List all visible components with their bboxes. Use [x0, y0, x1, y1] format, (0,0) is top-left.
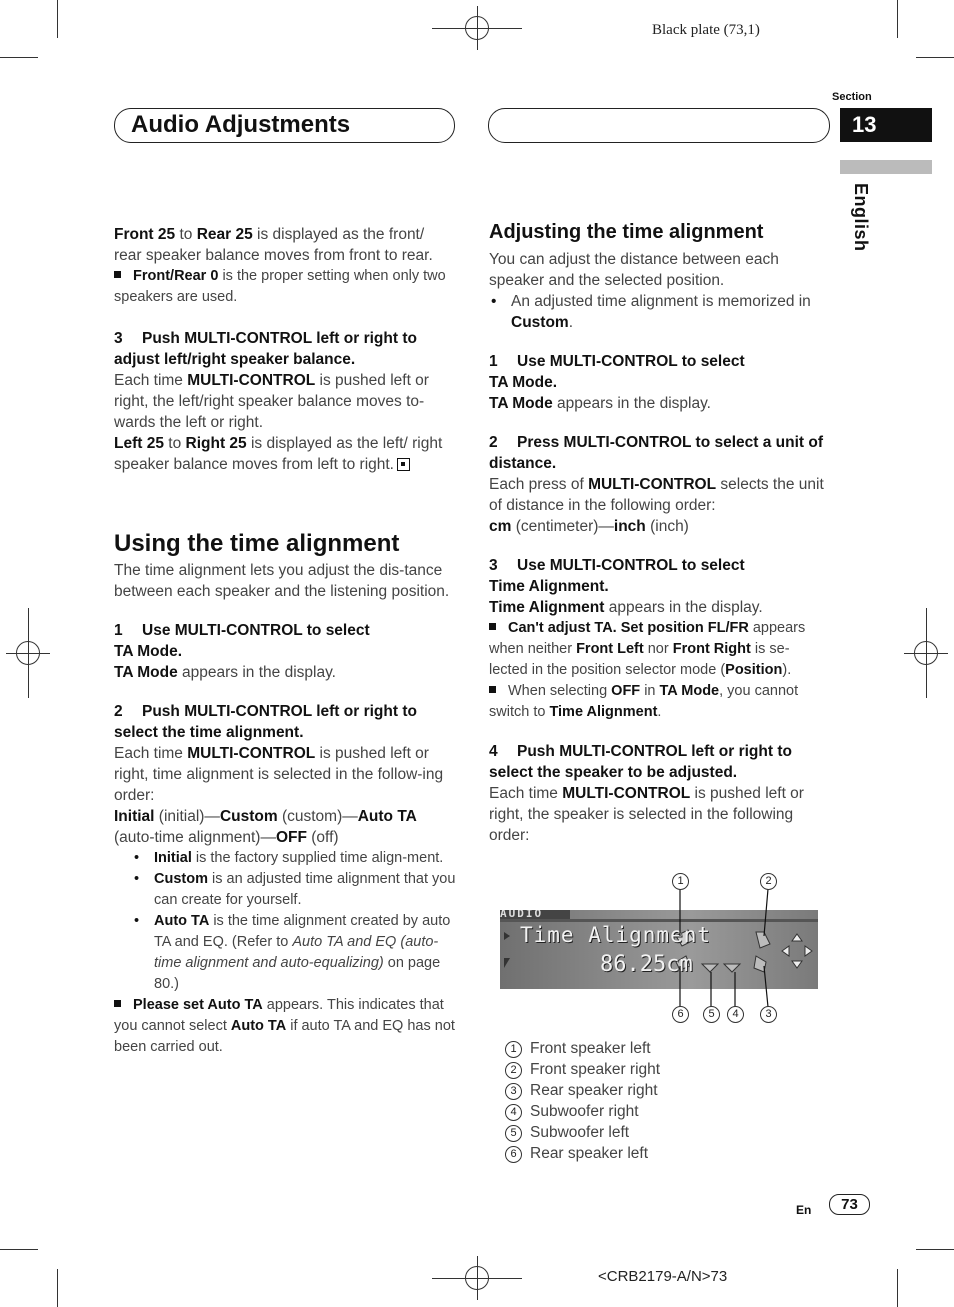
legend-item: 2 Front speaker right [505, 1059, 660, 1080]
header-title: Audio Adjustments [131, 111, 351, 138]
adjusting-intro: You can adjust the distance between each speaker and the selected position. [489, 251, 779, 289]
callout-3: 3 [760, 1006, 777, 1023]
callout-4: 4 [727, 1006, 744, 1023]
legend-item: 3 Rear speaker right [505, 1080, 660, 1101]
right-step-2-text: Each press of MULTI-CONTROL selects the unit of distance in the following order: [489, 476, 824, 514]
section-number: 13 [840, 108, 932, 142]
callout-2: 2 [760, 873, 777, 890]
lcd-distance-value: 86.25cm [600, 952, 693, 977]
right-step-3-text: Time Alignment appears in the display. [489, 599, 763, 616]
heading-adjusting-time-alignment: Adjusting the time alignment [489, 221, 764, 243]
lcd-audio-label: AUDIO [500, 910, 544, 920]
left-right-balance-text: Left 25 to Right 25 is displayed as the left/ right speaker balance moves from left to right. [114, 435, 443, 473]
callout-1: 1 [672, 873, 689, 890]
right-step-1-heading: 1 Use MULTI-CONTROL to select TA Mode. [489, 353, 745, 391]
using-intro: The time alignment lets you adjust the dis-tance between each speaker and the listening position. [114, 562, 450, 600]
right-step-4-heading: 4 Push MULTI-CONTROL left or right to select the speaker to be adjusted. [489, 743, 792, 781]
left-step-1-text: TA Mode appears in the display. [114, 664, 336, 681]
legend-item: 5 Subwoofer left [505, 1122, 660, 1143]
cant-adjust-note: Can't adjust TA. Set position FL/FR appears when neither Front Left nor Front Right is se-lected in the position selector mode (Position). [489, 620, 806, 678]
left-step-1-heading: 1 Use MULTI-CONTROL to select TA Mode. [114, 622, 370, 660]
lcd-time-alignment-text: Time Alignment [520, 923, 712, 947]
callout-5: 5 [703, 1006, 720, 1023]
front-rear-balance-text: Front 25 to Rear 25 is displayed as the front/ rear speaker balance moves from front to rear. [114, 226, 433, 264]
left-step-2-heading: 2 Push MULTI-CONTROL left or right to select the time alignment. [114, 703, 417, 741]
right-step-3-heading: 3 Use MULTI-CONTROL to select Time Alignment. [489, 557, 745, 595]
document-code: <CRB2179-A/N>73 [598, 1268, 728, 1285]
heading-using-time-alignment: Using the time alignment [114, 530, 400, 557]
callout-6: 6 [672, 1006, 689, 1023]
legend-item: 1 Front speaker left [505, 1038, 660, 1059]
bullet-custom-memorized: • An adjusted time alignment is memorized in Custom. [489, 291, 825, 333]
bullet-custom: • Custom is an adjusted time alignment that you can create for yourself. [114, 869, 456, 911]
section-label: Section [832, 91, 872, 103]
step-3-heading: 3 Push MULTI-CONTROL left or right to adjust left/right speaker balance. [114, 330, 417, 368]
right-step-1-text: TA Mode appears in the display. [489, 395, 711, 412]
time-alignment-order: Initial (initial)—Custom (custom)—Auto TA (auto-time alignment)—OFF (off) [114, 808, 417, 846]
step-3-text: Each time MULTI-CONTROL is pushed left or right, the left/right speaker balance moves to-wards the left or right. [114, 372, 429, 431]
language-side-label: English [851, 183, 871, 252]
right-step-2-heading: 2 Press MULTI-CONTROL to select a unit of distance. [489, 434, 824, 472]
bullet-auto-ta: • Auto TA is the time alignment created by auto TA and EQ. (Refer to Auto TA and EQ (auto-time alignment and auto-equalizing) on page 80.) [114, 911, 456, 995]
legend-item: 4 Subwoofer right [505, 1101, 660, 1122]
footer-language: En [796, 1203, 812, 1217]
speaker-legend [505, 1038, 660, 1164]
off-mode-note: When selecting OFF in TA Mode, you cannot switch to Time Alignment. [489, 683, 799, 720]
bullet-initial: • Initial is the factory supplied time align-ment. [114, 848, 456, 869]
legend-item: 6 Rear speaker left [505, 1143, 660, 1164]
plate-label: Black plate (73,1) [652, 22, 760, 38]
please-set-auto-ta-note: Please set Auto TA appears. This indicates that you cannot select Auto TA if auto TA and EQ has not been carried out. [114, 997, 455, 1055]
unit-order: cm (centimeter)—inch (inch) [489, 518, 689, 535]
left-step-2-text: Each time MULTI-CONTROL is pushed left or right, time alignment is selected in the follow-ing order: [114, 745, 444, 804]
right-step-4-text: Each time MULTI-CONTROL is pushed left or right, the speaker is selected in the following order: [489, 785, 804, 844]
page-number: 73 [829, 1194, 870, 1215]
front-rear-note: Front/Rear 0 is the proper setting when only two speakers are used. [114, 268, 446, 305]
